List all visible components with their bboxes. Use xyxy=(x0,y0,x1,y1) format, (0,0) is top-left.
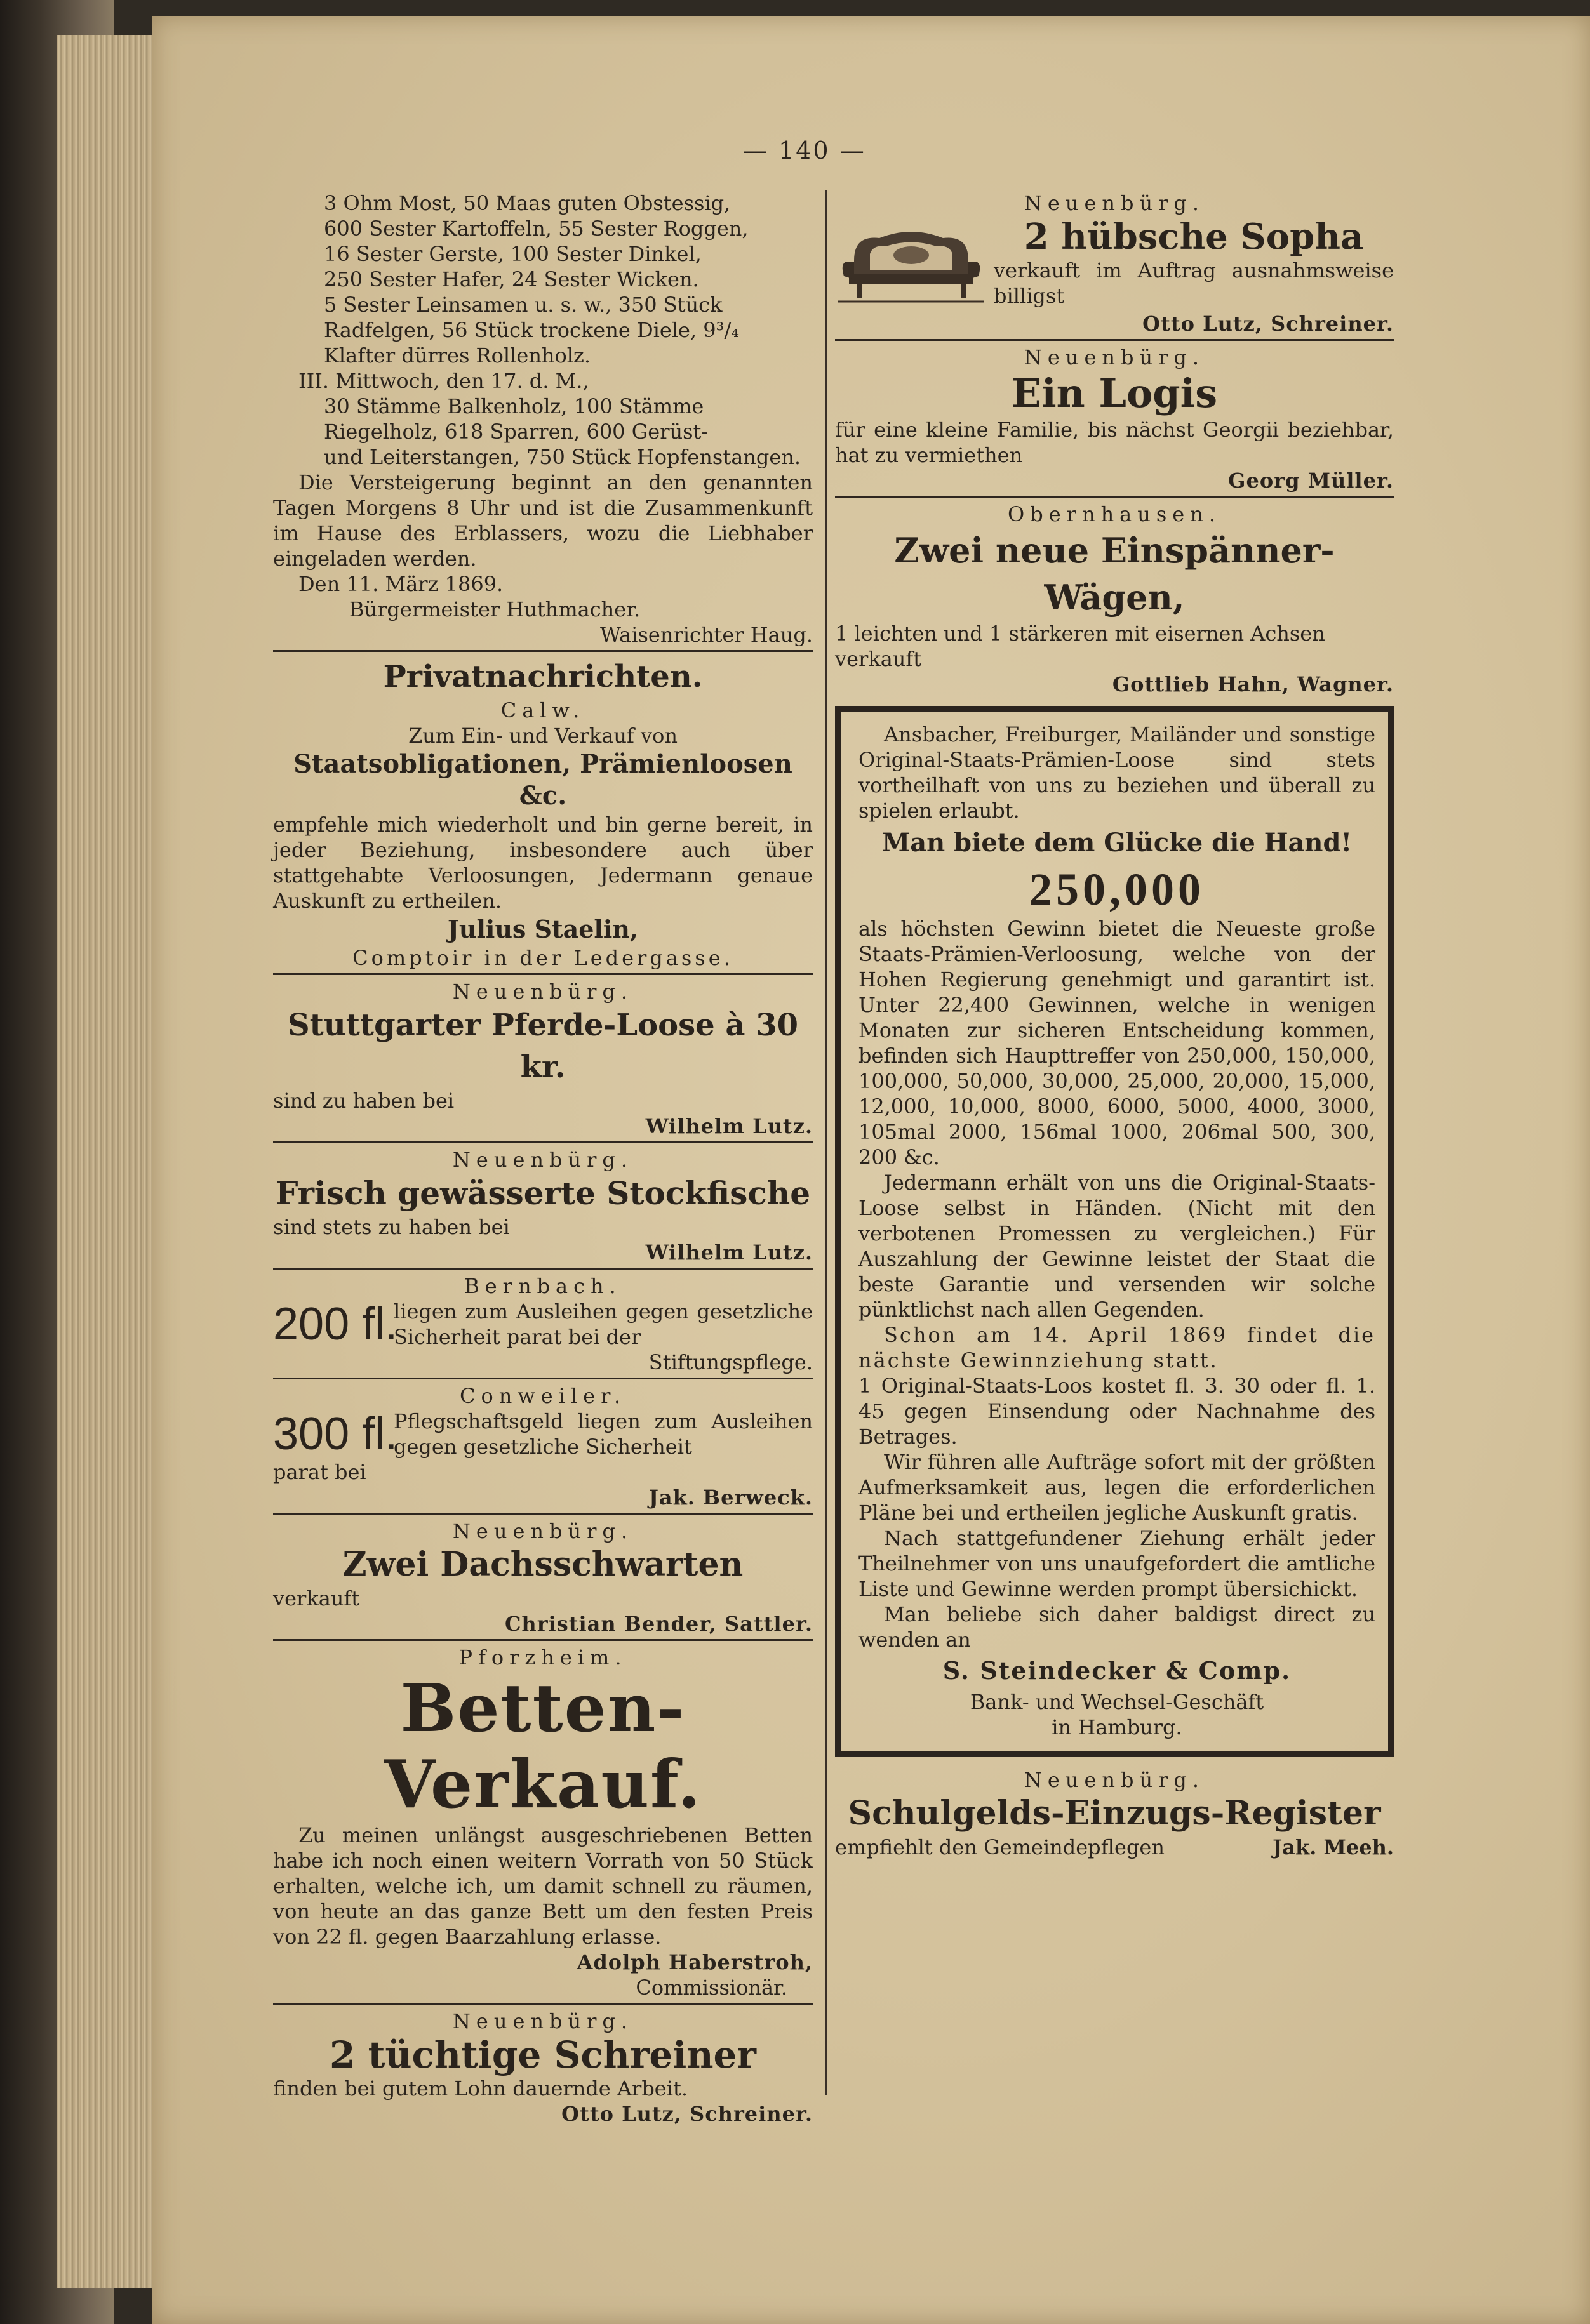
stuttgart-lottery-ad xyxy=(273,979,813,1139)
lottery-paragraph: Jedermann erhält von uns die Original-Staats-Loose selbst in Händen. (Nicht mit den verbotenen Promessen zu vergleichen.) Für Auszahlung der Gewinne leistet der Staat die beste Garantie und versenden wir solche pünktlichst nach allen Gegenden. xyxy=(858,1171,1375,1322)
ad-signature: Adolph Haberstroh, xyxy=(577,1950,813,1974)
wagen-ad xyxy=(835,501,1394,697)
ad-place: Calw. xyxy=(500,698,585,722)
separator xyxy=(273,1378,813,1379)
auction-line: und Leiterstangen, 750 Stück Hopfenstangen. xyxy=(324,445,801,469)
ad-signature: Georg Müller. xyxy=(1228,468,1394,493)
page-stack-edge xyxy=(57,35,152,2288)
separator xyxy=(273,973,813,975)
separator xyxy=(273,1639,813,1641)
ad-signature: Christian Bender, Sattler. xyxy=(504,1612,813,1636)
ad-body: Zu meinen unlängst ausgeschriebenen Betten habe ich noch einen weitern Vorrath von 50 Stück erhalten, welche ich, um damit schnell zu räumen, von heute an das ganze Bett um den festen Preis von 22 fl. gegen Baarzahlung erlasse. xyxy=(273,1823,813,1949)
ad-headline: Betten-Verkauf. xyxy=(384,1669,702,1823)
lottery-price: 1 Original-Staats-Loos kostet fl. 3. 30 oder fl. 1. 45 gegen Einsendung oder Nachnahme des Betrages. xyxy=(858,1374,1375,1449)
auction-line: 5 Sester Leinsamen u. s. w., 350 Stück xyxy=(324,293,723,317)
ad-headline: Zwei neue Einspänner-Wägen, xyxy=(894,530,1335,618)
ad-text: sind stets zu haben bei xyxy=(273,1215,510,1239)
ad-place: Neuenbürg. xyxy=(1024,345,1205,369)
ad-text: 1 leichten und 1 stärkeren mit eisernen Achsen verkauft xyxy=(835,621,1325,671)
sofa-ad xyxy=(835,190,1394,336)
auction-line: 16 Sester Gerste, 100 Sester Dinkel, xyxy=(324,242,702,266)
ad-place: Neuenbürg. xyxy=(452,2009,634,2033)
separator xyxy=(273,2003,813,2005)
ad-place: Bernbach. xyxy=(464,1274,622,1298)
separator xyxy=(835,339,1394,341)
ad-signature: Jak. Berweck. xyxy=(648,1485,813,1510)
ad-text: sind zu haben bei xyxy=(273,1089,455,1113)
ad-text: für eine kleine Familie, bis nächst Georgii beziehbar, hat zu vermiethen xyxy=(835,418,1394,467)
lottery-top-prize: 250,000 xyxy=(1029,864,1205,915)
ad-text: verkauft xyxy=(273,1586,360,1610)
lottery-intro: Ansbacher, Freiburger, Mailänder und sonstige Original-Staats-Prämien-Loose sind stets vortheilhaft von uns zu beziehen und überall zu spielen erlaubt. xyxy=(858,722,1375,823)
lottery-draw-date: Schon am 14. April 1869 findet die nächste Gewinnziehung statt. xyxy=(858,1323,1375,1372)
ad-place: Pforzheim. xyxy=(458,1645,627,1670)
lottery-paragraph: Wir führen alle Aufträge sofort mit der größten Aufmerksamkeit aus, legen die erforderlichen Pläne bei und ertheilen jegliche Auskunft gratis. xyxy=(858,1450,1375,1525)
lottery-firm: S. Steindecker & Comp. xyxy=(942,1656,1292,1685)
lottery-ad-box xyxy=(835,706,1394,1757)
separator xyxy=(273,1513,813,1515)
private-news xyxy=(273,656,813,971)
ad-address: Comptoir in der Ledergasse. xyxy=(352,946,733,970)
ad-signature: Wilhelm Lutz. xyxy=(645,1114,813,1138)
sofa-icon xyxy=(835,216,987,311)
betten-verkauf-ad xyxy=(273,1645,813,2000)
bernbach-loan-ad xyxy=(273,1273,813,1375)
lottery-slogan: Man biete dem Glücke die Hand! xyxy=(881,828,1353,858)
ad-signature-title: Commissionär. xyxy=(636,1975,787,2000)
loan-amount: 200 fl. xyxy=(273,1299,398,1350)
schreiner-ad xyxy=(273,2009,813,2127)
auction-body: Die Versteigerung beginnt an den genannten Tagen Morgens 8 Uhr und ist die Zusammenkunft im Hause des Erblassers, wozu die Liebhaber eingeladen werden. xyxy=(273,470,813,571)
ad-signature: Otto Lutz, Schreiner. xyxy=(1142,312,1394,336)
ad-signature: Jak. Meeh. xyxy=(1273,1835,1394,1859)
ad-place: Neuenbürg. xyxy=(452,1148,634,1172)
ad-signature: Otto Lutz, Schreiner. xyxy=(561,2102,813,2126)
auction-line: Klafter dürres Rollenholz. xyxy=(324,343,591,368)
auction-line: 30 Stämme Balkenholz, 100 Stämme xyxy=(324,394,704,418)
ad-text: liegen zum Ausleihen gegen gesetzliche Sicherheit parat bei der xyxy=(394,1299,813,1349)
ad-signature: Julius Staelin, xyxy=(447,915,639,943)
ad-text: finden bei gutem Lohn dauernde Arbeit. xyxy=(273,2076,688,2101)
auction-date: Den 11. März 1869. xyxy=(298,572,504,596)
section-heading: Privatnachrichten. xyxy=(383,659,703,694)
lottery-paragraph: Nach stattgefundener Ziehung erhält jeder Theilnehmer von uns unaufgefordert die amtliche Liste und Gewinne werden prompt übersichickt. xyxy=(858,1526,1375,1601)
lottery-firm-city: in Hamburg. xyxy=(1052,1715,1182,1739)
loan-amount: 300 fl. xyxy=(273,1409,398,1459)
ad-headline: Zwei Dachsschwarten xyxy=(342,1545,744,1584)
ad-place: Neuenbürg. xyxy=(1024,1768,1205,1792)
ad-signature: Gottlieb Hahn, Wagner. xyxy=(1112,672,1394,696)
lottery-firm-type: Bank- und Wechsel-Geschäft xyxy=(970,1690,1264,1714)
page-number: — 140 — xyxy=(743,136,866,164)
ad-signature: Wilhelm Lutz. xyxy=(645,1240,813,1265)
separator xyxy=(273,650,813,652)
register-ad xyxy=(835,1767,1394,1860)
dachsschwarten-ad xyxy=(273,1518,813,1637)
stockfish-ad xyxy=(273,1147,813,1265)
ad-place: Neuenbürg. xyxy=(452,979,634,1004)
right-column xyxy=(835,190,1394,1860)
separator xyxy=(835,496,1394,498)
auction-line: Riegelholz, 618 Sparren, 600 Gerüst- xyxy=(324,420,709,444)
separator xyxy=(273,1268,813,1270)
auction-line: 600 Sester Kartoffeln, 55 Sester Roggen, xyxy=(324,216,749,241)
ad-headline: 2 tüchtige Schreiner xyxy=(330,2033,756,2076)
ad-headline: Ein Logis xyxy=(1011,370,1218,416)
lottery-paragraph: als höchsten Gewinn bietet die Neueste große Staats-Prämien-Verloosung, welche von der Hohen Regierung genehmigt und garantirt ist. Unter 22,400 Gewinnen, welche in wenigen Monaten zur sicheren Entscheidung kommen, befinden sich Haupttreffer von 250,000, 150,000, 100,000, 50,000, 30,000, 25,000, 20,000, 15,000, 12,000, 10,000, 8000, 6000, 5000, 4000, 3000, 105mal 2000, 156mal 1000, 206mal 500, 300, 200 &c. xyxy=(858,917,1375,1169)
ad-text: Pflegschaftsgeld liegen zum Ausleihen gegen gesetzliche Sicherheit xyxy=(394,1409,813,1459)
column-divider xyxy=(825,190,827,2095)
conweiler-loan-ad xyxy=(273,1383,813,1510)
auction-line: 250 Sester Hafer, 24 Sester Wicken. xyxy=(324,267,699,291)
ad-place: Obernhausen. xyxy=(1008,502,1221,526)
ad-place: Neuenbürg. xyxy=(452,1519,634,1543)
lottery-paragraph: Man beliebe sich daher baldigst direct zu wenden an xyxy=(858,1602,1375,1652)
ad-body: empfehle mich wiederholt und bin gerne bereit, in jeder Beziehung, insbesondere auch über stattgehabte Verloosungen, Jedermann genaue Auskunft zu ertheilen. xyxy=(273,813,813,913)
ad-headline: 2 hübsche Sopha xyxy=(1024,216,1364,258)
ad-place: Conweiler. xyxy=(459,1384,627,1408)
auction-signature-judge: Waisenrichter Haug. xyxy=(600,623,813,647)
ad-text: verkauft im Auftrag ausnahmsweise billigst xyxy=(994,258,1394,308)
auction-signature-mayor: Bürgermeister Huthmacher. xyxy=(349,597,641,621)
ad-headline: Schulgelds-Einzugs-Register xyxy=(848,1794,1381,1833)
ad-text: parat bei xyxy=(273,1460,366,1484)
ad-signature: Stiftungspflege. xyxy=(648,1350,813,1374)
ad-text: empfiehlt den Gemeindepflegen xyxy=(835,1835,1165,1859)
ad-headline: Frisch gewässerte Stockfische xyxy=(275,1174,811,1212)
ad-headline: Stuttgarter Pferde-Loose à 30 kr. xyxy=(288,1007,798,1085)
auction-line: Radfelgen, 56 Stück trockene Diele, 9³/₄ xyxy=(324,318,740,342)
ad-text: Zum Ein- und Verkauf von xyxy=(408,724,678,748)
ad-headline: Staatsobligationen, Prämienloosen &c. xyxy=(293,749,792,811)
auction-line: 3 Ohm Most, 50 Maas guten Obstessig, xyxy=(324,191,731,215)
auction-notice xyxy=(273,190,813,647)
logis-ad xyxy=(835,345,1394,493)
separator xyxy=(273,1141,813,1143)
auction-section-label: III. Mittwoch, den 17. d. M., xyxy=(298,369,589,393)
left-column xyxy=(273,190,813,2127)
ad-place: Neuenbürg. xyxy=(1024,191,1205,215)
